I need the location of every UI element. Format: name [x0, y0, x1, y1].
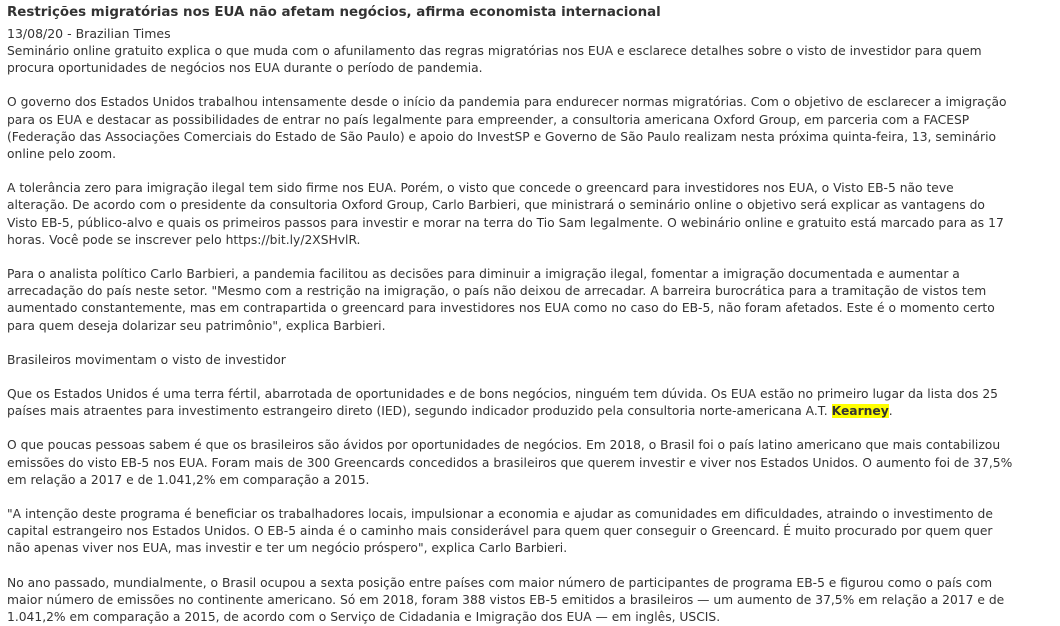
article-paragraph: No ano passado, mundialmente, o Brasil ocupou a sexta posição entre países com maior número de participantes de programa EB-5 e figurou como o país com maior número de emissões no continente americano. Só em 2018, foram 388 vistos EB-5 emitidos a brasileiros — um aumento de 37,5% em relação a 2017 e de 1.041,2% em comparação a 2015, de acordo com o Serviço de Cidadania e Imigração dos EUA — em inglês, USCIS. [7, 575, 1005, 625]
highlighted-term[interactable]: Kearney [831, 404, 889, 419]
article-paragraph: "A intenção deste programa é beneficiar os trabalhadores locais, impulsionar a economia e ajudar as comunidades em dificuldades, atraindo o investimento de capital estrangeiro nos Estados Unidos. O EB-5 ainda é o caminho mais considerável para quem quer conseguir o Greencard. É muito procurado por quem quer não apenas viver nos EUA, mas investir e ter um negócio próspero", explica Carlo Barbieri. [7, 507, 993, 556]
paragraph-text: . [888, 404, 893, 419]
article-paragraph [7, 386, 1017, 420]
article-paragraph: O governo dos Estados Unidos trabalhou intensamente desde o início da pandemia para endurecer normas migratórias. Com o objetivo de esclarecer a imigração para os EUA e destacar as possibilidades de entrar no país legalmente para empreender, a consultoria americana Oxford Group, em parceria com a FACESP (Federação das Associações Comerciais do Estado de São Paulo) e apoio do InvestSP e Governo de São Paulo realizam nesta próxima quinta-feira, 13, seminário online pelo zoom. [7, 95, 1007, 162]
article-source: Brazilian Times [75, 26, 171, 41]
meta-separator: - [63, 26, 76, 41]
paragraph-text: Que os Estados Unidos é uma terra fértil, abarrotada de oportunidades e de bons negócios, ninguém tem dúvida. Os EUA estão no primeiro lugar da lista dos 25 países mais atraentes para investimento estrangeiro direto (IED), segundo indicador produzido pela consultoria norte-americana A.T. [7, 387, 999, 419]
article-meta [7, 25, 1017, 42]
article-date: 13/08/20 [7, 26, 64, 41]
article-paragraph: A tolerância zero para imigração ilegal tem sido firme nos EUA. Porém, o visto que concede o greencard para investidores nos EUA, o Visto EB-5 não teve alteração. De acordo com o presidente da consultoria Oxford Group, Carlo Barbieri, que ministrará o seminário online o objetivo será explicar as vantagens do Visto EB-5, público-alvo e quais os primeiros passos para investir e morar na terra do Tio Sam legalmente. O webinário online e gratuito está marcado para as 17 horas. Você pode se inscrever pelo https://bit.ly/2XSHvlR. [7, 181, 1004, 247]
article-paragraph: Seminário online gratuito explica o que muda com o afunilamento das regras migratórias nos EUA e esclarece detalhes sobre o visto de investidor para quem procura oportunidades de negócios nos EUA durante o período de pandemia. [7, 44, 982, 76]
article-paragraph: Para o analista político Carlo Barbieri, a pandemia facilitou as decisões para diminuir a imigração ilegal, fomentar a imigração documentada e aumentar a arrecadação do país neste setor. "Mesmo com a restrição na imigração, o país não deixou de arrecadar. A barreira burocrática para a tramitação de vistos tem aumentado constantemente, mas em contrapartida o greencard para investidores nos EUA como no caso do EB-5, não foram afetados. Este é o momento certo para quem deseja dolarizar seu patrimônio", explica Barbieri. [7, 267, 995, 333]
article [7, 4, 1017, 626]
section-subheading: Brasileiros movimentam o visto de investidor [7, 352, 286, 367]
article-headline: Restrições migratórias nos EUA não afetam negócios, afirma economista internacional [7, 5, 661, 20]
article-paragraph: O que poucas pessoas sabem é que os brasileiros são ávidos por oportunidades de negócios. Em 2018, o Brasil foi o país latino americano que mais contabilizou emissões do visto EB-5 nos EUA. Foram mais de 300 Greencards concedidos a brasileiros que querem investir e viver nos Estados Unidos. O aumento foi de 37,5% em relação a 2017 e de 1.041,2% em comparação a 2015. [7, 438, 1013, 487]
